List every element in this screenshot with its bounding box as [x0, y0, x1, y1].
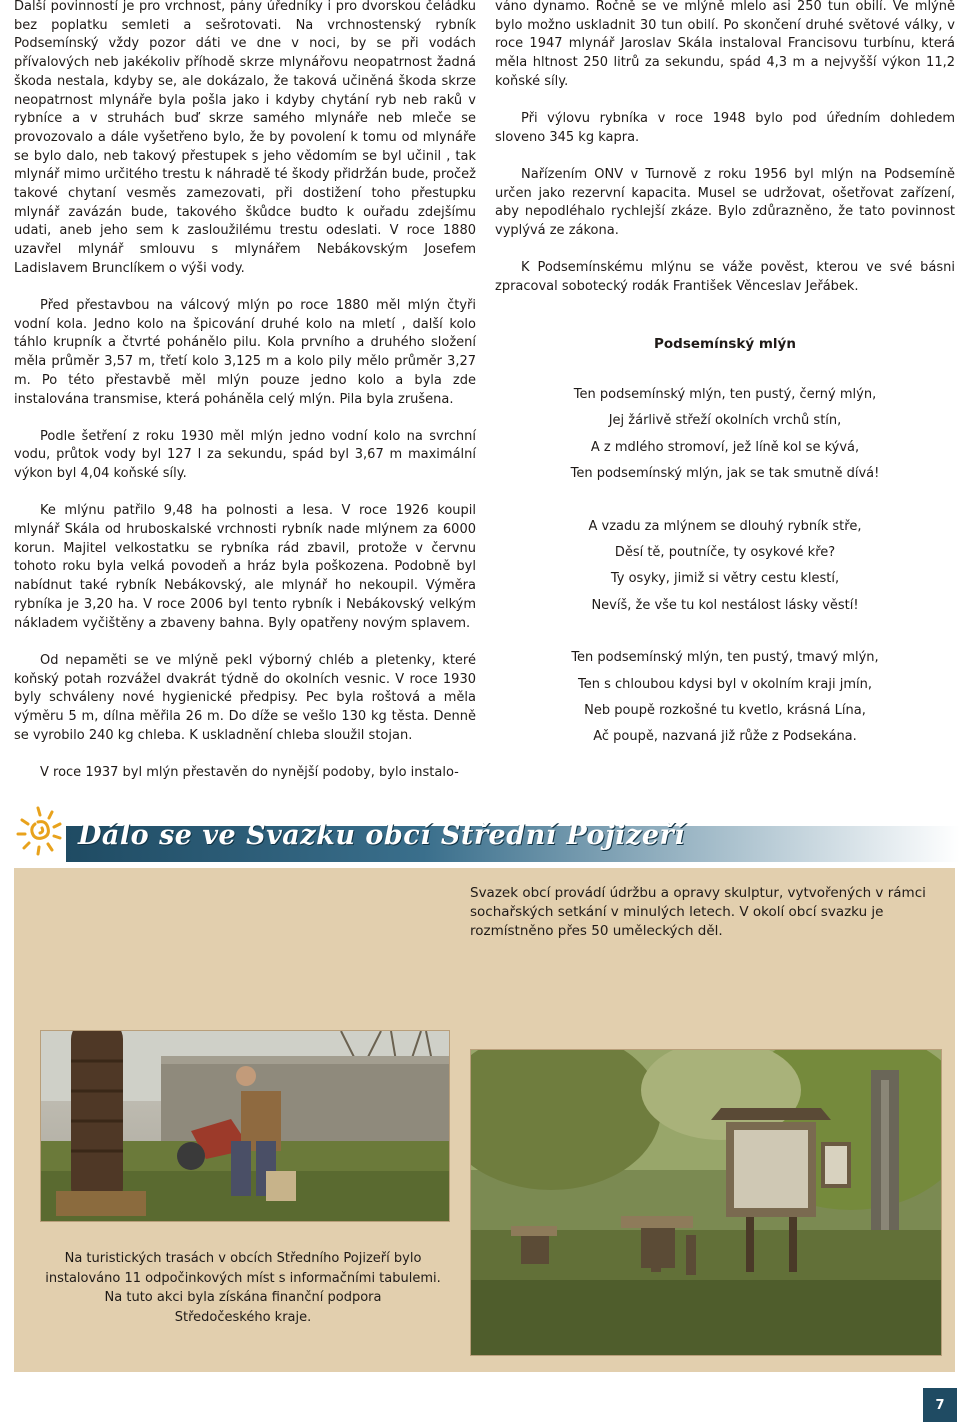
paragraph: Od nepaměti se ve mlýně pekl výborný chléb a pletenky, které koňský potah rozvážel dvakrát týdně do okolních vesnic. V roce 1930 byly schváleny nové hygienické předpisy. Pec byla roštová a měla výměru 5 m, dílna měřila 26 m. Do díže se vešlo 130 kg těsta. Denně se vyrobilo 240 kg chleba. K uskladnění chleba sloužil stojan. — [14, 652, 476, 743]
paragraph: K Podsemínskému mlýnu se váže pověst, kterou ve své básni zpracoval sobotecký rodák František Věnceslav Jeřábek. — [495, 260, 955, 294]
paragraph: Při výlovu rybníka v roce 1948 bylo pod úředním dohledem sloveno 345 kg kapra. — [495, 111, 955, 145]
paragraph: Ke mlýnu patřilo 9,48 ha polnosti a lesa. V roce 1926 koupil mlynář Skála od hruboskalské vrchnosti rybník nade mlýnem za 6000 korun. Majitel velkostatku se rybníka rád zbavil, protože v červnu tohoto roku byla velká povodeň a hráz byla poškozena. Podobně byl nabídnut také rybník Nebákovský, ale mlynář ho nekoupil. Výměra rybníka je 3,20 ha. V roce 2006 byl tento rybník i Nebákovský velkým nákladem vyčištěny a zbaveny bahna. Byly opatřeny novým splavem. — [14, 503, 476, 631]
rest-place-photo — [470, 1049, 942, 1356]
rest-place-photo-image — [471, 1050, 941, 1355]
poem-stanza — [495, 382, 955, 488]
poem-line: A z mdlého stromoví, jež líně kol se kývá, — [590, 439, 860, 455]
poem-line: A vzadu za mlýnem se dlouhý rybník stře, — [588, 518, 862, 534]
section-title: Dálo se ve Svazku obcí Střední Pojizeří — [78, 820, 686, 851]
poem-line: Ač poupě, nazvaná již růže z Podsekána. — [593, 729, 857, 745]
poem-line: Ten podsemínský mlýn, jak se tak smutně dívá! — [570, 466, 880, 482]
poem-line: Děsí tě, poutníče, ty osykové kře? — [614, 545, 836, 561]
photo-caption — [30, 1249, 456, 1327]
poem-line: Ten s chloubou kdysi byl v okolním kraji jmín, — [578, 676, 872, 692]
poem-stanza — [495, 514, 955, 620]
left-column — [14, 0, 476, 801]
sculpture-photo-image — [41, 1031, 449, 1221]
poem-line: Ten podsemínský mlýn, ten pustý, černý mlýn, — [573, 387, 877, 402]
poem — [495, 382, 955, 777]
sun-icon — [8, 800, 72, 864]
right-column — [495, 0, 955, 315]
section-intro: Svazek obcí provádí údržbu a opravy skulptur, vytvořených v rámci sochařských setkání v minulých letech. V okolí obcí svazku je rozmístněno přes 50 uměleckých děl. — [470, 885, 926, 939]
poem-line: Ty osyky, jimiž si větry cestu klestí, — [610, 571, 840, 587]
caption-line: Na tuto akci byla získána finanční podpora — [104, 1290, 382, 1305]
paragraph: Další povinností je pro vrchnost, pány úředníky i pro dvorskou čeládku bez poplatku semleti a sešrotovati. Na vrchnostenský rybník Podsemínský vždy pozor dáti ve dne v noci, by se při vodách přívalových neb jakékoliv příhodě skrze mlynářovu neopatrnost žadná škoda nestala, kdyby se, ale dokázalo, že taková učiněná škoda skrze neopatrnost mlynáře byla pošla jako i kdyby chytání ryb neb raků v rybníce a v struhách buď skrze samého mlynáře neb mleče se provozovalo a dále vyšetřeno bylo, že by povolení k tomu od mlynáře se bylo dalo, neb takový přestupek s jeho vědomím se byl učinil , tak mlynář mimo určitého trestu k náhradě té škody přidržán bude, pročež takové chytaní vesměs zamezovati, při dostižení toho přestupku mlynář zavázán bude, takového škůdce budto k ouřadu zdejšímu udati, aneb jeho sem k zasloužilému trestu odeslati. V roce 1880 uzavřel mlynář smlouvu s mlynářem Nebákovským Josefem Ladislavem Brunclíkem o výši vody. — [14, 0, 476, 276]
paragraph: Podle šetření z roku 1930 měl mlýn jedno vodní kolo na svrchní vodu, průtok vody byl 127 l za sekundu, spád byl 3,67 m maximální výkon byl 4,04 koňské síly. — [14, 428, 476, 482]
caption-line: Středočeského kraje. — [174, 1309, 312, 1325]
paragraph: V roce 1937 byl mlýn přestavěn do nynější podoby, bylo instalo- — [40, 764, 459, 780]
sculpture-photo — [40, 1030, 450, 1222]
caption-line: Na turistických trasách v obcích Středního Pojizeří bylo — [64, 1251, 422, 1266]
paragraph: Nařízením ONV v Turnově z roku 1956 byl mlýn na Podsemíně určen jako rezervní kapacita. Musel se udržovat, ošetřovat zařízení, aby nepodléhalo rychlejší zkáze. Bylo zdůrazněno, že tato povinnost vyplývá ze zákona. — [495, 166, 955, 239]
poem-line: Ten podsemínský mlýn, ten pustý, tmavý mlýn, — [571, 650, 879, 666]
poem-line: Nevíš, že vše tu kol nestálost lásky věstí! — [591, 597, 859, 613]
paragraph: Před přestavbou na válcový mlýn po roce 1880 měl mlýn čtyři vodní kola. Jedno kolo na špicování druhé kolo na mletí , další kolo táhlo krupník a čtvrté pohánělo pilu. Kola prvního a druhého složení měla průměr 3,57 m, třetí kolo 3,125 m a kolo pily mělo průměr 3,27 m. Po této přestavbě měl mlýn pouze jedno kolo a byla zde instalována transmise, která poháněla celý mlýn. Pila byla zrušena. — [14, 298, 476, 407]
poem-line: Jej žárlivě střeží okolních vrchů stín, — [608, 413, 842, 429]
page-number: 7 — [923, 1388, 957, 1422]
poem-line: Neb poupě rozkošné tu kvetlo, krásná Lína, — [584, 703, 866, 719]
paragraph: váno dynamo. Ročně se ve mlýně mlelo asi 250 tun obilí. Ve mlýně bylo možno uskladnit 30 tun obilí. Po skončení druhé světové války, v roce 1947 mlynář Jaroslav Skála instaloval Francisovu turbínu, která měla hltnost 250 litrů za sekundu, spád 4,3 m a nejvyšší výkon 11,2 koňské síly. — [495, 0, 955, 89]
caption-line: instalováno 11 odpočinkových míst s informačními tabulemi. — [45, 1270, 441, 1286]
poem-stanza — [495, 645, 955, 751]
poem-title: Podsemínský mlýn — [654, 336, 796, 352]
